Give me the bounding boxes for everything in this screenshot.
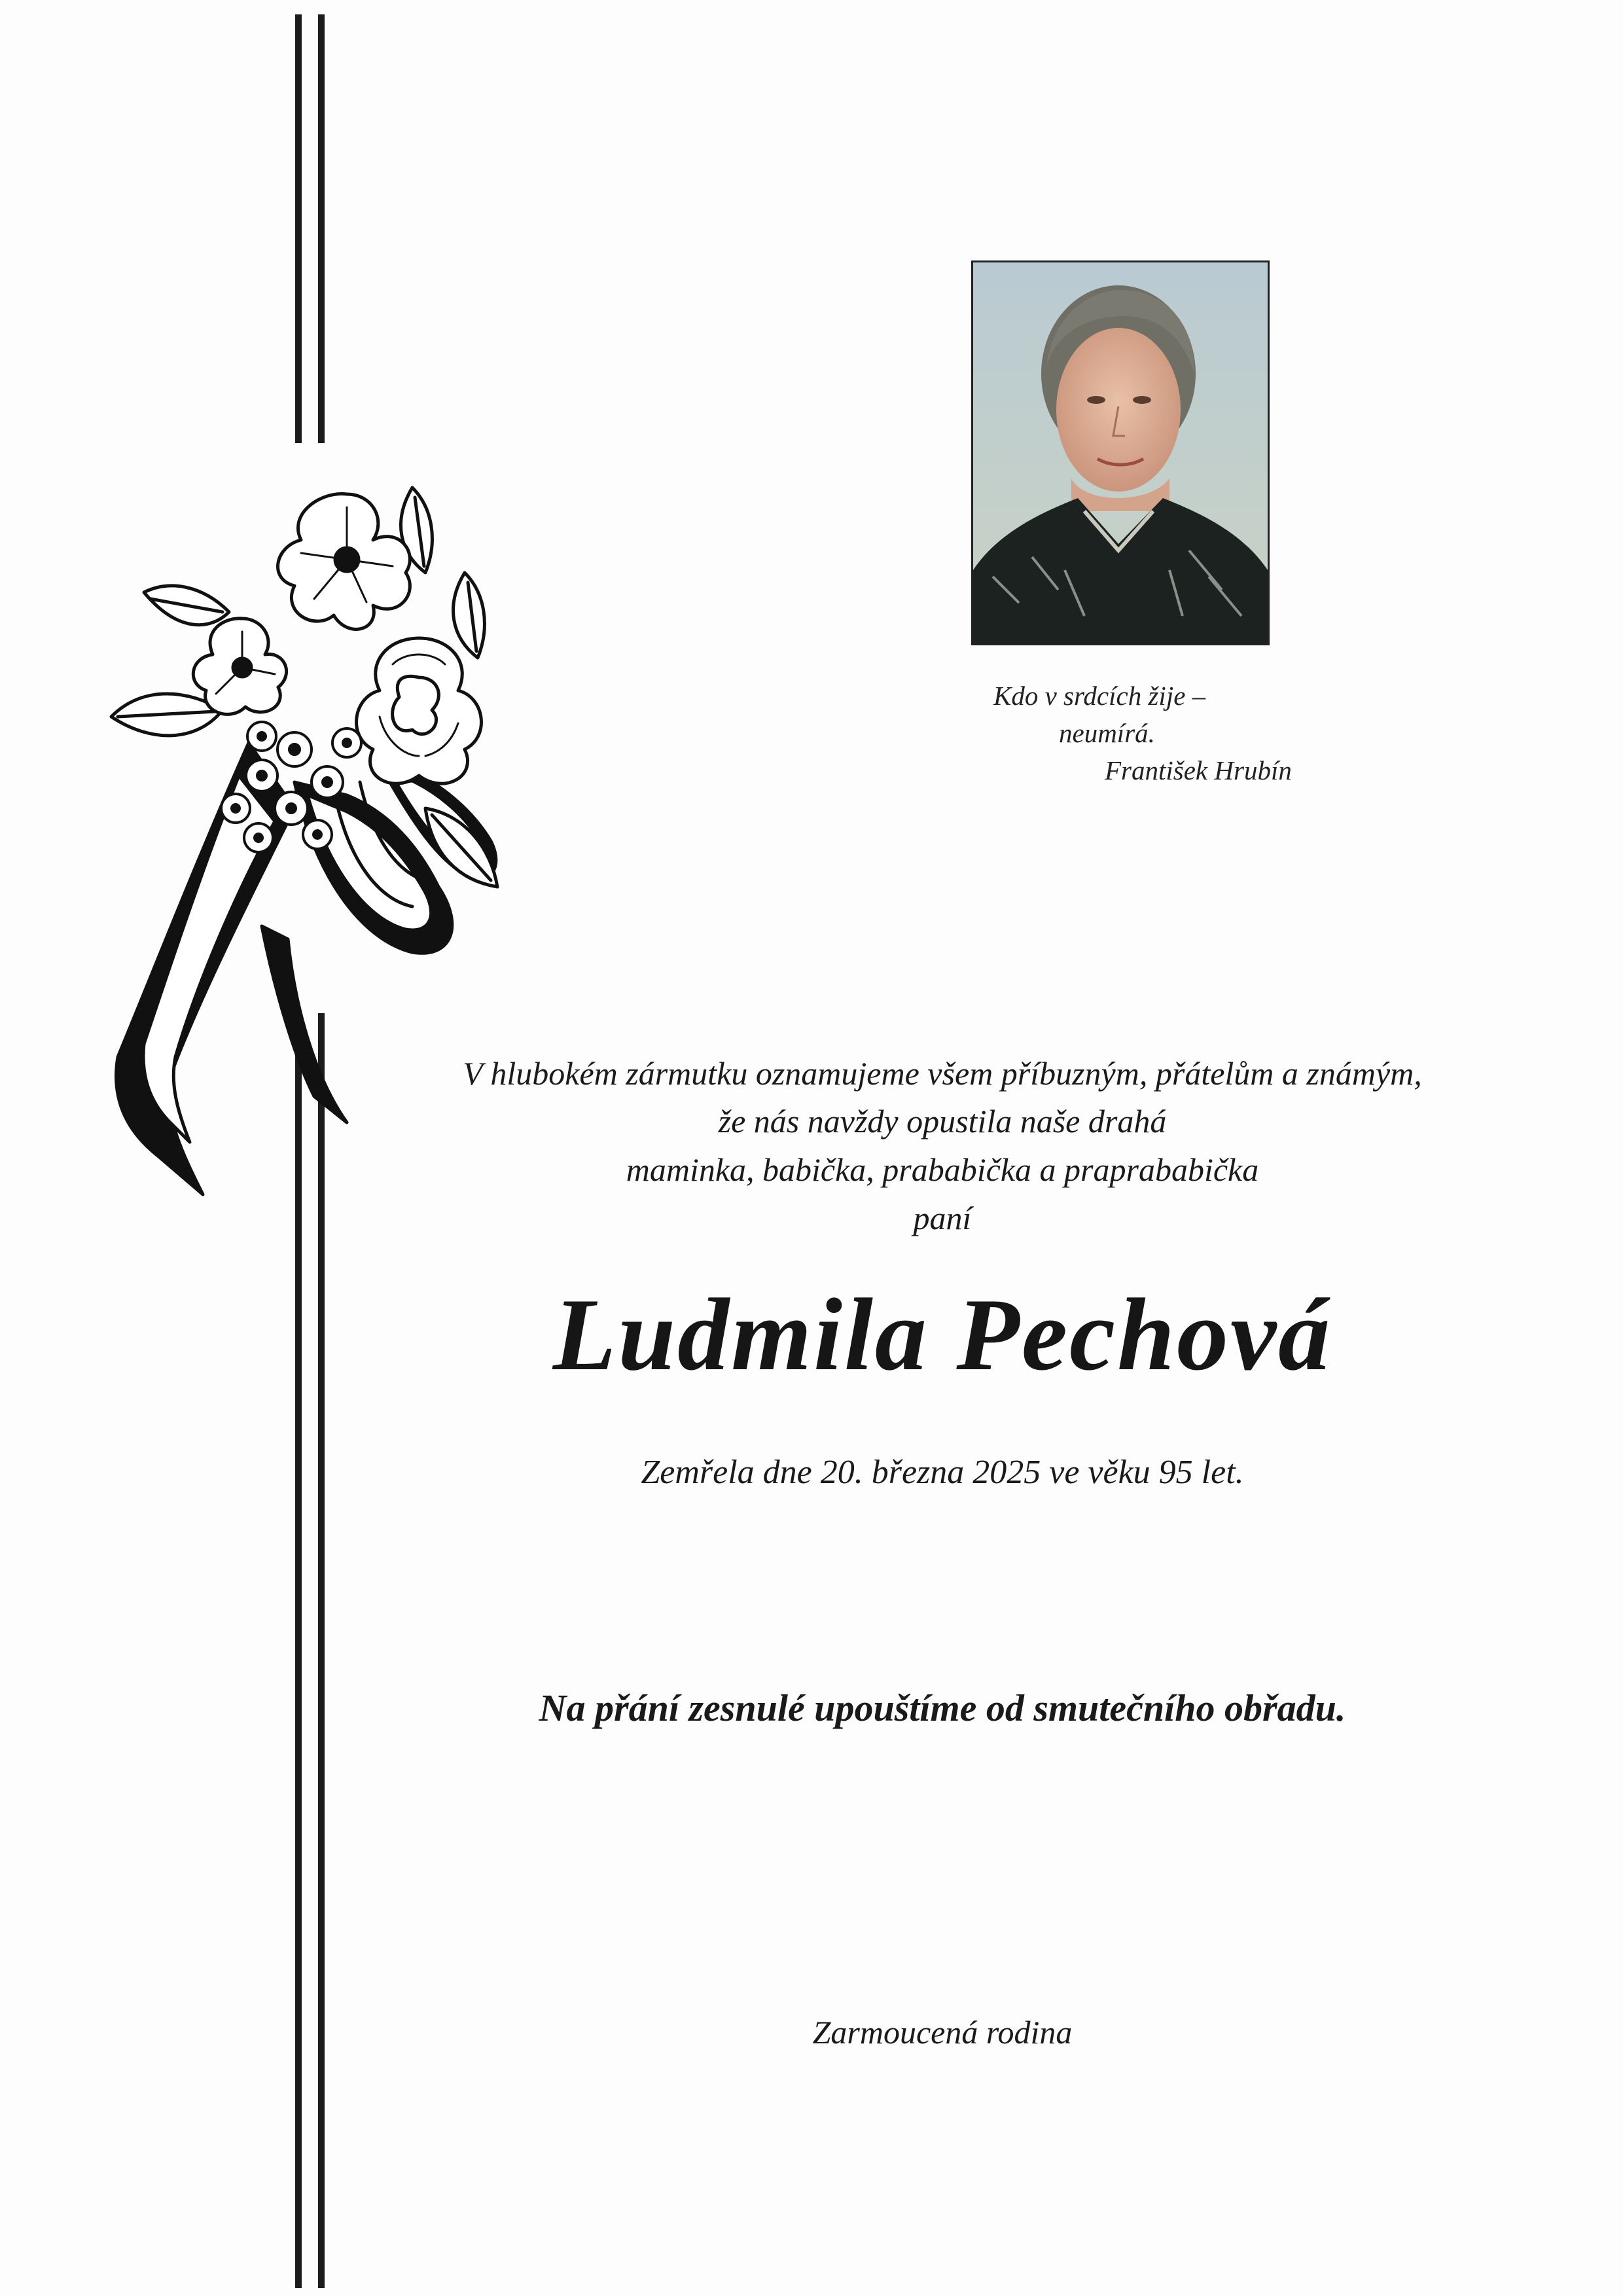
quote-author: František Hrubín	[1105, 755, 1292, 785]
announcement-line-4: paní	[913, 1200, 972, 1236]
deceased-name: Ludmila Pechová	[552, 1278, 1332, 1392]
announcement-line-3: maminka, babička, prababička a praprababička	[626, 1151, 1259, 1188]
quote-line-2: neumírá.	[1059, 718, 1155, 748]
top-right-rule	[318, 14, 325, 443]
announcement-line-2: že nás navždy opustila naše drahá	[718, 1103, 1167, 1139]
quote-line-1: Kdo v srdcích žije –	[993, 681, 1206, 711]
portrait-photo	[971, 260, 1270, 645]
ceremony-note: Na přání zesnulé upouštíme od smutečního obřadu.	[539, 1687, 1346, 1729]
family-signature: Zarmoucená rodina	[812, 2014, 1073, 2051]
top-left-rule	[295, 14, 302, 443]
announcement-line-1: V hlubokém zármutku oznamujeme všem příbuzným, přátelům a známým,	[463, 1055, 1422, 1092]
death-info: Zemřela dne 20. března 2025 ve věku 95 let.	[641, 1454, 1244, 1491]
